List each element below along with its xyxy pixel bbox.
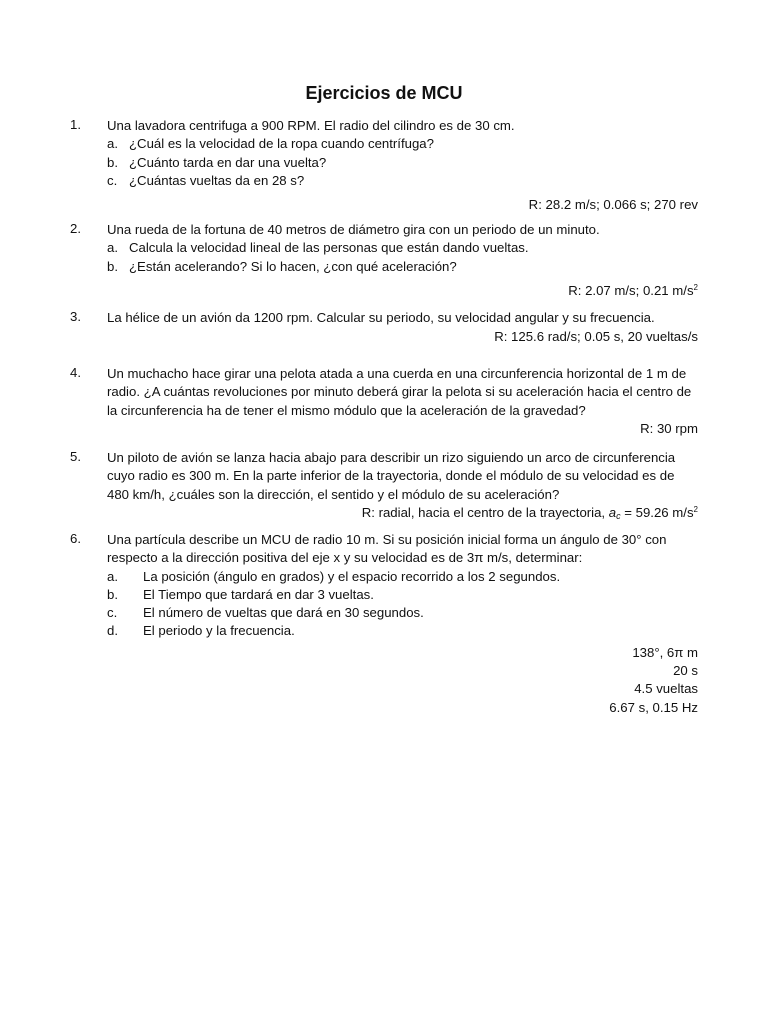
problem-5 — [70, 449, 698, 522]
subitem — [107, 239, 698, 257]
problem-number: 5. — [70, 449, 81, 464]
statement-line: 480 km/h, ¿cuáles son la dirección, el sentido y el módulo de su aceleración? — [107, 486, 560, 502]
subitem — [107, 604, 698, 622]
answer: 4.5 vueltas — [634, 681, 698, 697]
subitem-letter: c. — [107, 605, 118, 621]
problem-number: 4. — [70, 365, 81, 380]
answer-superscript: 2 — [693, 282, 698, 292]
subitem-letter: a. — [107, 568, 118, 584]
answer-list — [70, 644, 698, 717]
answer: R: 125.6 rad/s; 0.05 s, 20 vueltas/s — [494, 329, 698, 345]
answer — [70, 504, 698, 522]
subitem-text: El Tiempo que tardará en dar 3 vueltas. — [143, 586, 374, 602]
answer: 20 s — [673, 663, 698, 679]
subitem — [107, 172, 698, 190]
subitem-list — [70, 239, 698, 276]
subitem-list — [70, 135, 698, 190]
problem-1 — [70, 117, 698, 214]
subitem — [107, 154, 698, 172]
statement-line: Un muchacho hace girar una pelota atada a una cuerda en una circunferencia horizontal de 1 m de — [107, 366, 687, 381]
subitem-letter: b. — [107, 154, 118, 170]
answer: R: 30 rpm — [640, 420, 698, 436]
answer: R: 28.2 m/s; 0.066 s; 270 rev — [528, 197, 698, 213]
answer-variable-subscript: c — [616, 510, 621, 521]
subitem — [107, 258, 698, 276]
problem-6 — [70, 531, 698, 717]
statement-line: respecto a la dirección positiva del eje x y su velocidad es de 3π m/s, determinar: — [107, 550, 583, 566]
problem-2 — [70, 221, 698, 300]
problem-number: 6. — [70, 531, 81, 546]
answer-variable: a — [608, 504, 617, 520]
problem-statement: Una lavadora centrifuga a 900 RPM. El radio del cilindro es de 30 cm. — [107, 118, 515, 133]
statement-line: Un piloto de avión se lanza hacia abajo para describir un rizo siguiendo un arco de circunferencia — [107, 450, 676, 465]
subitem-text: ¿Están acelerando? Si lo hacen, ¿con qué aceleración? — [129, 258, 457, 274]
answer-value: = 59.26 m/s — [620, 504, 694, 520]
problem-number: 2. — [70, 221, 81, 236]
subitem-list — [70, 568, 698, 641]
answer: 6.67 s, 0.15 Hz — [609, 699, 698, 715]
subitem-text: El periodo y la frecuencia. — [143, 623, 295, 639]
problem-4 — [70, 365, 698, 438]
subitem-text: Calcula la velocidad lineal de las personas que están dando vueltas. — [129, 240, 529, 256]
problem-number: 1. — [70, 117, 81, 132]
statement-line: radio. ¿A cuántas revoluciones por minuto deberá girar la pelota si su aceleración hacia el centro de — [107, 384, 692, 400]
subitem — [107, 586, 698, 604]
subitem-letter: b. — [107, 258, 118, 274]
subitem-text: La posición (ángulo en grados) y el espacio recorrido a los 2 segundos. — [143, 568, 561, 584]
subitem-text: El número de vueltas que dará en 30 segundos. — [143, 605, 424, 621]
statement-line: Una partícula describe un MCU de radio 10 m. Si su posición inicial forma un ángulo de 30° con — [107, 532, 667, 547]
problem-statement — [107, 365, 698, 420]
answer — [70, 282, 698, 300]
problem-statement — [107, 449, 698, 504]
subitem-letter: a. — [107, 136, 118, 152]
page-title: Ejercicios de MCU — [305, 83, 463, 103]
answer-superscript: 2 — [693, 504, 698, 514]
answer: 138°, 6π m — [632, 644, 698, 660]
subitem — [107, 135, 698, 153]
problem-statement — [107, 531, 698, 568]
subitem-letter: c. — [107, 172, 118, 188]
answer-text: R: 2.07 m/s; 0.21 m/s — [568, 282, 694, 298]
subitem-letter: a. — [107, 240, 118, 256]
subitem-text: ¿Cuántas vueltas da en 28 s? — [129, 172, 305, 188]
subitem-letter: b. — [107, 586, 118, 602]
answer-text: R: radial, hacia el centro de la trayectoria, — [361, 504, 609, 520]
statement-line: cuyo radio es 300 m. En la parte inferior de la trayectoria, donde el módulo de su velocidad es de — [107, 468, 675, 484]
problem-statement: Una rueda de la fortuna de 40 metros de diámetro gira con un periodo de un minuto. — [107, 222, 600, 237]
subitem — [107, 568, 698, 586]
statement-line: la circunferencia ha de tener el mismo módulo que la aceleración de la gravedad? — [107, 402, 586, 418]
subitem-text: ¿Cuánto tarda en dar una vuelta? — [129, 154, 327, 170]
subitem — [107, 622, 698, 640]
subitem-letter: d. — [107, 623, 118, 639]
problem-statement: La hélice de un avión da 1200 rpm. Calcular su periodo, su velocidad angular y su frecuencia. — [107, 310, 655, 325]
problem-number: 3. — [70, 309, 81, 324]
problem-3 — [70, 309, 698, 347]
subitem-text: ¿Cuál es la velocidad de la ropa cuando centrífuga? — [129, 136, 434, 152]
